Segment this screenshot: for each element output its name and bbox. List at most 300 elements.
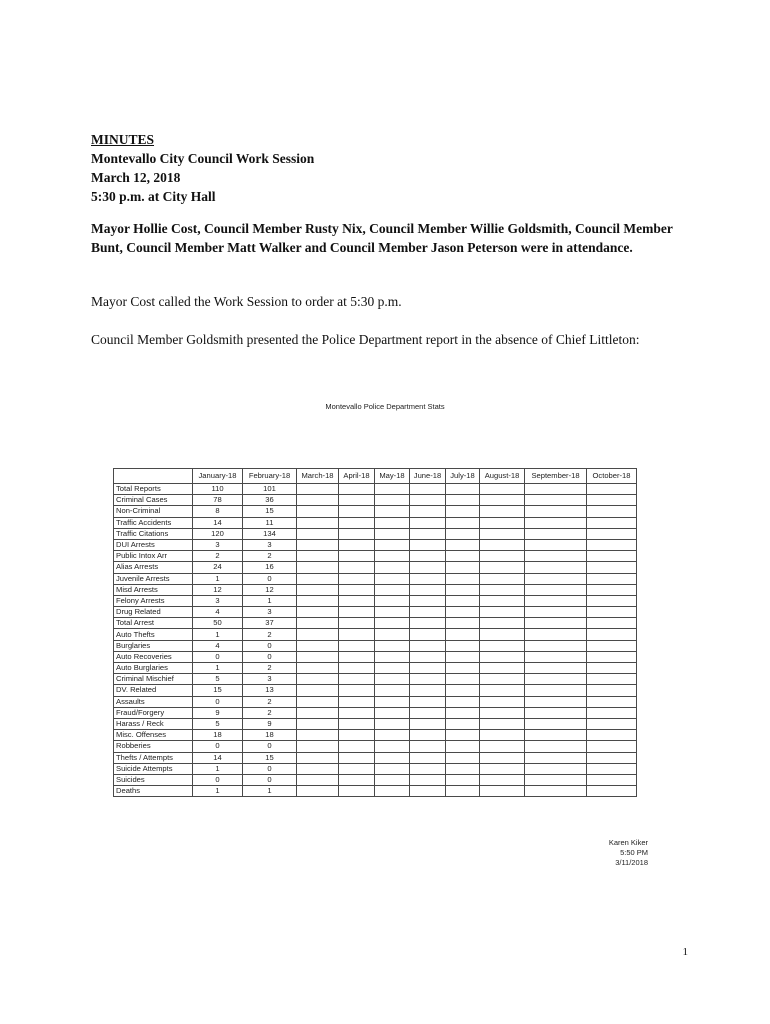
table-cell: 14 <box>193 752 243 763</box>
column-header: May-18 <box>375 469 410 484</box>
table-cell <box>525 629 587 640</box>
table-cell: 4 <box>193 607 243 618</box>
table-cell <box>297 763 339 774</box>
table-cell <box>525 752 587 763</box>
table-cell: 5 <box>193 674 243 685</box>
table-cell <box>446 640 480 651</box>
row-label: Public Intox Arr <box>114 551 193 562</box>
table-cell <box>480 707 525 718</box>
table-cell <box>410 595 446 606</box>
table-cell <box>410 573 446 584</box>
table-cell: 3 <box>243 674 297 685</box>
table-cell <box>375 595 410 606</box>
table-cell <box>480 741 525 752</box>
table-cell: 12 <box>243 584 297 595</box>
table-cell: 0 <box>243 741 297 752</box>
table-cell <box>587 528 637 539</box>
table-cell <box>375 584 410 595</box>
table-row <box>114 562 637 573</box>
table-cell: 2 <box>243 551 297 562</box>
table-cell <box>587 674 637 685</box>
table-cell <box>525 584 587 595</box>
table-cell <box>446 506 480 517</box>
table-cell: 37 <box>243 618 297 629</box>
table-cell: 2 <box>193 551 243 562</box>
table-row <box>114 528 637 539</box>
table-cell <box>375 685 410 696</box>
table-cell <box>525 674 587 685</box>
table-cell <box>297 595 339 606</box>
row-label: Criminal Cases <box>114 495 193 506</box>
table-cell <box>446 685 480 696</box>
table-cell <box>410 651 446 662</box>
meeting-date: March 12, 2018 <box>91 170 181 185</box>
table-cell <box>480 607 525 618</box>
table-cell <box>375 607 410 618</box>
table-cell <box>525 696 587 707</box>
table-cell <box>525 539 587 550</box>
table-cell <box>446 595 480 606</box>
table-cell <box>446 539 480 550</box>
table-cell <box>297 663 339 674</box>
table-row <box>114 595 637 606</box>
table-cell <box>525 741 587 752</box>
table-cell <box>410 752 446 763</box>
table-cell <box>339 685 375 696</box>
row-label: Traffic Accidents <box>114 517 193 528</box>
table-row <box>114 584 637 595</box>
column-header: June-18 <box>410 469 446 484</box>
table-cell: 101 <box>243 484 297 495</box>
table-cell <box>587 685 637 696</box>
table-cell <box>339 774 375 785</box>
table-cell: 0 <box>243 640 297 651</box>
table-cell <box>446 763 480 774</box>
table-cell <box>339 495 375 506</box>
table-cell <box>375 696 410 707</box>
table-cell <box>339 696 375 707</box>
table-cell <box>375 506 410 517</box>
minutes-header <box>91 130 691 206</box>
table-cell <box>525 517 587 528</box>
table-cell <box>297 674 339 685</box>
table-cell <box>525 685 587 696</box>
table-cell <box>375 551 410 562</box>
table-row <box>114 674 637 685</box>
table-cell <box>525 607 587 618</box>
table-cell <box>525 730 587 741</box>
table-cell <box>480 696 525 707</box>
row-label: Juvenile Arrests <box>114 573 193 584</box>
table-cell: 4 <box>193 640 243 651</box>
table-row <box>114 573 637 584</box>
table-row <box>114 640 637 651</box>
row-label: DUI Arrests <box>114 539 193 550</box>
row-label: Burglaries <box>114 640 193 651</box>
signature-time: 5:50 PM <box>620 848 648 857</box>
table-cell <box>446 584 480 595</box>
table-cell <box>297 696 339 707</box>
row-label: Felony Arrests <box>114 595 193 606</box>
table-cell <box>587 539 637 550</box>
table-cell <box>480 663 525 674</box>
table-cell <box>446 484 480 495</box>
table-row <box>114 663 637 674</box>
table-cell: 3 <box>193 539 243 550</box>
table-cell <box>410 730 446 741</box>
table-cell <box>446 562 480 573</box>
table-row <box>114 517 637 528</box>
corner-cell <box>114 469 193 484</box>
table-row <box>114 707 637 718</box>
table-cell <box>480 506 525 517</box>
table-cell: 3 <box>243 539 297 550</box>
table-cell <box>525 774 587 785</box>
table-cell <box>587 763 637 774</box>
table-cell <box>480 763 525 774</box>
table-row <box>114 629 637 640</box>
table-cell: 5 <box>193 718 243 729</box>
table-cell: 110 <box>193 484 243 495</box>
row-label: Thefts / Attempts <box>114 752 193 763</box>
table-cell <box>525 618 587 629</box>
row-label: Drug Related <box>114 607 193 618</box>
table-cell <box>375 663 410 674</box>
table-cell <box>446 718 480 729</box>
table-row <box>114 774 637 785</box>
table-cell <box>375 539 410 550</box>
table-cell <box>480 584 525 595</box>
table-cell <box>297 607 339 618</box>
table-cell <box>587 774 637 785</box>
table-row <box>114 484 637 495</box>
table-cell <box>587 741 637 752</box>
table-cell <box>297 551 339 562</box>
row-label: Total Reports <box>114 484 193 495</box>
table-cell <box>446 528 480 539</box>
table-cell <box>446 495 480 506</box>
row-label: Deaths <box>114 786 193 797</box>
table-cell: 8 <box>193 506 243 517</box>
table-cell <box>375 640 410 651</box>
table-cell <box>587 517 637 528</box>
table-cell: 1 <box>193 763 243 774</box>
table-cell <box>410 741 446 752</box>
table-cell <box>587 730 637 741</box>
table-cell <box>446 674 480 685</box>
table-cell: 15 <box>193 685 243 696</box>
table-cell <box>587 618 637 629</box>
table-cell: 120 <box>193 528 243 539</box>
table-cell <box>339 595 375 606</box>
table-cell: 13 <box>243 685 297 696</box>
table-cell <box>525 573 587 584</box>
table-cell <box>480 651 525 662</box>
table-cell <box>339 618 375 629</box>
table-cell <box>525 640 587 651</box>
table-cell <box>525 495 587 506</box>
table-cell <box>339 539 375 550</box>
table-cell: 0 <box>243 651 297 662</box>
table-cell <box>587 696 637 707</box>
table-row <box>114 539 637 550</box>
column-header: January-18 <box>193 469 243 484</box>
table-cell <box>410 685 446 696</box>
table-cell <box>587 573 637 584</box>
table-cell <box>410 506 446 517</box>
table-cell <box>587 484 637 495</box>
table-row <box>114 651 637 662</box>
row-label: Criminal Mischief <box>114 674 193 685</box>
row-label: Misd Arrests <box>114 584 193 595</box>
table-cell <box>339 663 375 674</box>
table-cell: 15 <box>243 752 297 763</box>
table-cell: 0 <box>193 696 243 707</box>
table-cell <box>525 786 587 797</box>
table-cell <box>446 663 480 674</box>
column-header: July-18 <box>446 469 480 484</box>
table-cell: 2 <box>243 629 297 640</box>
table-row <box>114 618 637 629</box>
table-cell <box>410 484 446 495</box>
table-cell <box>297 707 339 718</box>
table-cell: 78 <box>193 495 243 506</box>
table-cell <box>480 517 525 528</box>
row-label: Robberies <box>114 741 193 752</box>
table-cell <box>446 651 480 662</box>
column-header: August-18 <box>480 469 525 484</box>
table-cell <box>480 539 525 550</box>
table-cell <box>339 763 375 774</box>
table-cell: 0 <box>193 651 243 662</box>
table-cell <box>480 629 525 640</box>
table-cell <box>375 774 410 785</box>
table-cell <box>446 730 480 741</box>
table-cell: 18 <box>193 730 243 741</box>
meeting-time-place: 5:30 p.m. at City Hall <box>91 189 216 204</box>
table-row <box>114 786 637 797</box>
table-cell <box>410 618 446 629</box>
table-cell <box>587 640 637 651</box>
table-cell <box>297 539 339 550</box>
table-cell: 1 <box>193 573 243 584</box>
table-cell <box>587 718 637 729</box>
signature-date: 3/11/2018 <box>615 858 648 867</box>
table-cell <box>375 741 410 752</box>
table-cell <box>446 707 480 718</box>
table-cell <box>446 752 480 763</box>
table-cell <box>587 584 637 595</box>
table-cell <box>525 651 587 662</box>
table-cell <box>525 663 587 674</box>
row-label: Assaults <box>114 696 193 707</box>
table-cell <box>410 640 446 651</box>
stats-title: Montevallo Police Department Stats <box>325 402 445 411</box>
table-cell: 14 <box>193 517 243 528</box>
table-cell: 2 <box>243 663 297 674</box>
table-cell <box>375 651 410 662</box>
table-cell <box>339 707 375 718</box>
table-cell <box>339 584 375 595</box>
table-cell <box>297 774 339 785</box>
row-label: DV. Related <box>114 685 193 696</box>
table-cell <box>339 651 375 662</box>
table-cell <box>375 618 410 629</box>
table-cell <box>339 551 375 562</box>
table-row <box>114 718 637 729</box>
police-stats-table <box>113 468 637 797</box>
table-cell <box>410 551 446 562</box>
table-row <box>114 685 637 696</box>
table-cell <box>297 506 339 517</box>
row-label: Auto Recoveries <box>114 651 193 662</box>
table-cell <box>410 674 446 685</box>
report-signature <box>540 838 648 868</box>
table-cell <box>525 551 587 562</box>
table-cell <box>297 730 339 741</box>
table-cell <box>587 629 637 640</box>
table-cell <box>525 484 587 495</box>
table-cell <box>446 774 480 785</box>
table-cell <box>339 741 375 752</box>
table-cell: 0 <box>193 774 243 785</box>
table-cell: 3 <box>193 595 243 606</box>
table-cell <box>446 696 480 707</box>
table-cell <box>297 752 339 763</box>
table-cell <box>297 685 339 696</box>
meeting-body: Montevallo City Council Work Session <box>91 151 315 166</box>
table-cell <box>297 562 339 573</box>
column-header: April-18 <box>339 469 375 484</box>
table-row <box>114 730 637 741</box>
table-cell: 3 <box>243 607 297 618</box>
table-cell <box>410 562 446 573</box>
table-cell <box>297 584 339 595</box>
row-label: Suicides <box>114 774 193 785</box>
table-cell <box>446 517 480 528</box>
table-cell <box>410 607 446 618</box>
table-cell <box>375 786 410 797</box>
table-cell <box>525 718 587 729</box>
table-cell <box>410 718 446 729</box>
table-cell <box>375 528 410 539</box>
table-cell <box>339 607 375 618</box>
table-row <box>114 607 637 618</box>
table-cell <box>525 528 587 539</box>
table-cell: 0 <box>243 774 297 785</box>
table-cell <box>525 506 587 517</box>
table-cell <box>587 551 637 562</box>
table-cell <box>480 730 525 741</box>
table-cell <box>480 595 525 606</box>
table-cell <box>375 573 410 584</box>
table-cell <box>375 763 410 774</box>
table-cell <box>480 495 525 506</box>
document-title: MINUTES <box>91 132 155 147</box>
table-cell: 15 <box>243 506 297 517</box>
attendance-paragraph: Mayor Hollie Cost, Council Member Rusty Nix, Council Member Willie Goldsmith, Council Member Bunt, Council Member Matt Walker and Council Member Jason Peterson were in attendance. <box>91 221 673 255</box>
signature-name: Karen Kiker <box>608 838 648 847</box>
table-cell <box>410 696 446 707</box>
table-cell <box>410 786 446 797</box>
row-label: Harass / Reck <box>114 718 193 729</box>
table-cell <box>587 595 637 606</box>
table-cell <box>480 774 525 785</box>
table-cell <box>587 506 637 517</box>
table-cell: 2 <box>243 707 297 718</box>
table-cell <box>525 763 587 774</box>
table-cell: 134 <box>243 528 297 539</box>
table-cell <box>410 763 446 774</box>
table-cell <box>297 718 339 729</box>
table-cell: 18 <box>243 730 297 741</box>
table-cell <box>587 707 637 718</box>
table-cell: 1 <box>193 786 243 797</box>
row-label: Fraud/Forgery <box>114 707 193 718</box>
table-cell <box>297 573 339 584</box>
table-cell <box>480 573 525 584</box>
table-header-row <box>114 469 637 484</box>
table-cell <box>480 685 525 696</box>
table-cell <box>480 551 525 562</box>
table-row <box>114 752 637 763</box>
table-cell <box>525 707 587 718</box>
table-row <box>114 506 637 517</box>
table-cell: 12 <box>193 584 243 595</box>
table-cell <box>587 786 637 797</box>
table-cell <box>339 640 375 651</box>
table-cell <box>375 484 410 495</box>
table-cell <box>339 506 375 517</box>
table-cell: 36 <box>243 495 297 506</box>
column-header: October-18 <box>587 469 637 484</box>
table-row <box>114 495 637 506</box>
table-cell <box>297 786 339 797</box>
table-cell <box>297 629 339 640</box>
column-header: March-18 <box>297 469 339 484</box>
table-cell <box>410 629 446 640</box>
table-cell: 50 <box>193 618 243 629</box>
table-cell <box>339 752 375 763</box>
table-cell <box>446 629 480 640</box>
table-cell: 1 <box>193 663 243 674</box>
table-cell <box>297 741 339 752</box>
table-cell <box>375 718 410 729</box>
table-cell <box>375 752 410 763</box>
table-cell <box>375 517 410 528</box>
table-cell: 9 <box>193 707 243 718</box>
table-cell <box>339 528 375 539</box>
table-row <box>114 696 637 707</box>
table-cell <box>446 786 480 797</box>
table-cell <box>587 495 637 506</box>
row-label: Auto Thefts <box>114 629 193 640</box>
table-cell <box>480 618 525 629</box>
row-label: Total Arrest <box>114 618 193 629</box>
table-cell <box>339 730 375 741</box>
table-cell <box>525 595 587 606</box>
table-cell <box>410 774 446 785</box>
column-header: February-18 <box>243 469 297 484</box>
table-cell <box>525 562 587 573</box>
table-cell <box>587 663 637 674</box>
table-cell <box>587 607 637 618</box>
table-cell <box>375 730 410 741</box>
table-cell <box>297 517 339 528</box>
table-cell <box>480 640 525 651</box>
table-cell <box>446 607 480 618</box>
table-cell <box>587 752 637 763</box>
